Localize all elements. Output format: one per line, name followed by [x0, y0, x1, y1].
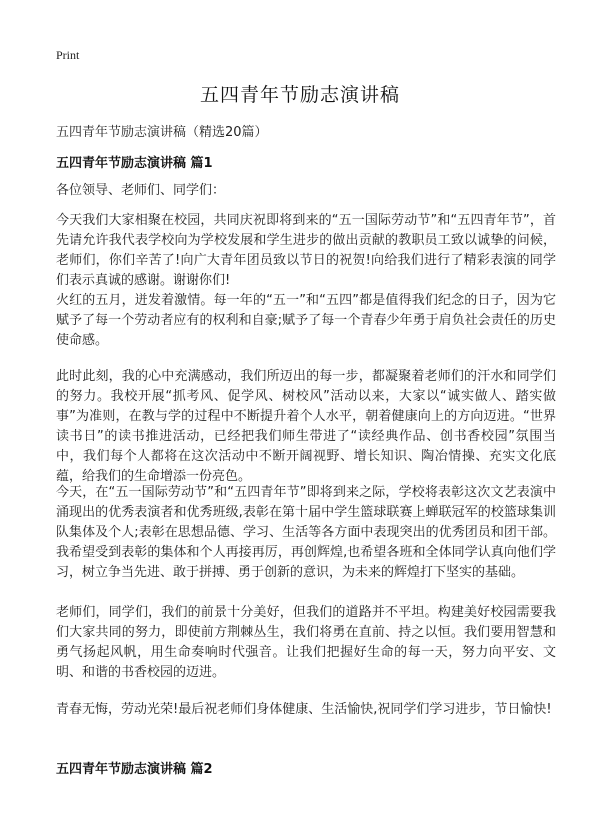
paragraph-greeting: 各位领导、老师们、同学们： — [56, 183, 226, 198]
print-link[interactable]: Print — [56, 48, 80, 62]
paragraph-opening: 今天我们大家相聚在校园，共同庆祝即将到来的“五一国际劳动节”和“五四青年节”，首先请允许我代表学校向为学校发展和学生进步的做出贡献的教职员工致以诚挚的问候，老师们，你们辛苦了!向广大青年团员致以节日的祝贺!向给我们进行了精彩表演的同学们表示真诚的感谢。谢谢你们! — [56, 213, 556, 288]
paragraph-closing: 青春无悔，劳动光荣!最后祝老师们身体健康、生活愉快,祝同学们学习进步，节日愉快! — [56, 702, 552, 717]
document-subtitle: 五四青年节励志演讲稿（精选20篇） — [56, 125, 268, 140]
paragraph-commendation: 今天，在“五一国际劳动节”和“五四青年节”即将到来之际，学校将表彰这次文艺表演中涌现出的优秀表演者和优秀班级,表彰在第十届中学生篮球联赛上蝉联冠军的校篮球集训队集体及个人;表彰在思想品德、学习、生活等各方面中表现突出的优秀团员和团干部。我希望受到表彰的集体和个人再接再厉，再创辉煌,也希望各班和全体同学认真向他们学习，树立争当先进、敢于拼搏、勇于创新的意识，为未来的辉煌打下坚实的基础。 — [56, 485, 556, 580]
section-heading-2: 五四青年节励志演讲稿 篇2 — [56, 762, 213, 777]
page-title: 五四青年节励志演讲稿 — [199, 84, 400, 106]
paragraph-future: 老师们，同学们，我们的前景十分美好，但我们的道路并不平坦。构建美好校园需要我们大家共同的努力，即使前方荆棘丛生，我们将勇在直前、持之以恒。我们要用智慧和勇气扬起风帆，用生命奏响时代强音。让我们把握好生命的每一天，努力向平安、文明、和谐的书香校园的迈进。 — [56, 605, 556, 680]
section-heading-1: 五四青年节励志演讲稿 篇1 — [56, 156, 213, 171]
paragraph-achievements: 此时此刻，我的心中充满感动，我们所迈出的每一步，都凝聚着老师们的汗水和同学们的努力。我校开展“抓考风、促学风、树校风”活动以来，大家以“诚实做人、踏实做事”为准则，在教与学的过程中不断提升着个人水平，朝着健康向上的方向迈进。“世界读书日”的读书推进活动，已经把我们师生带进了“读经典作品、创书香校园”氛围当中，我们每个人都将在这次活动中不断开阔视野、增长知识、陶冶情操、充实文化底蕴，给我们的生命增添一份亮色。 — [56, 369, 556, 484]
paragraph-may: 火红的五月，迸发着激情。每一年的“五一”和“五四”都是值得我们纪念的日子，因为它赋予了每一个劳动者应有的权利和自豪;赋予了每一个青春少年勇于肩负社会责任的历史使命感。 — [56, 293, 556, 348]
